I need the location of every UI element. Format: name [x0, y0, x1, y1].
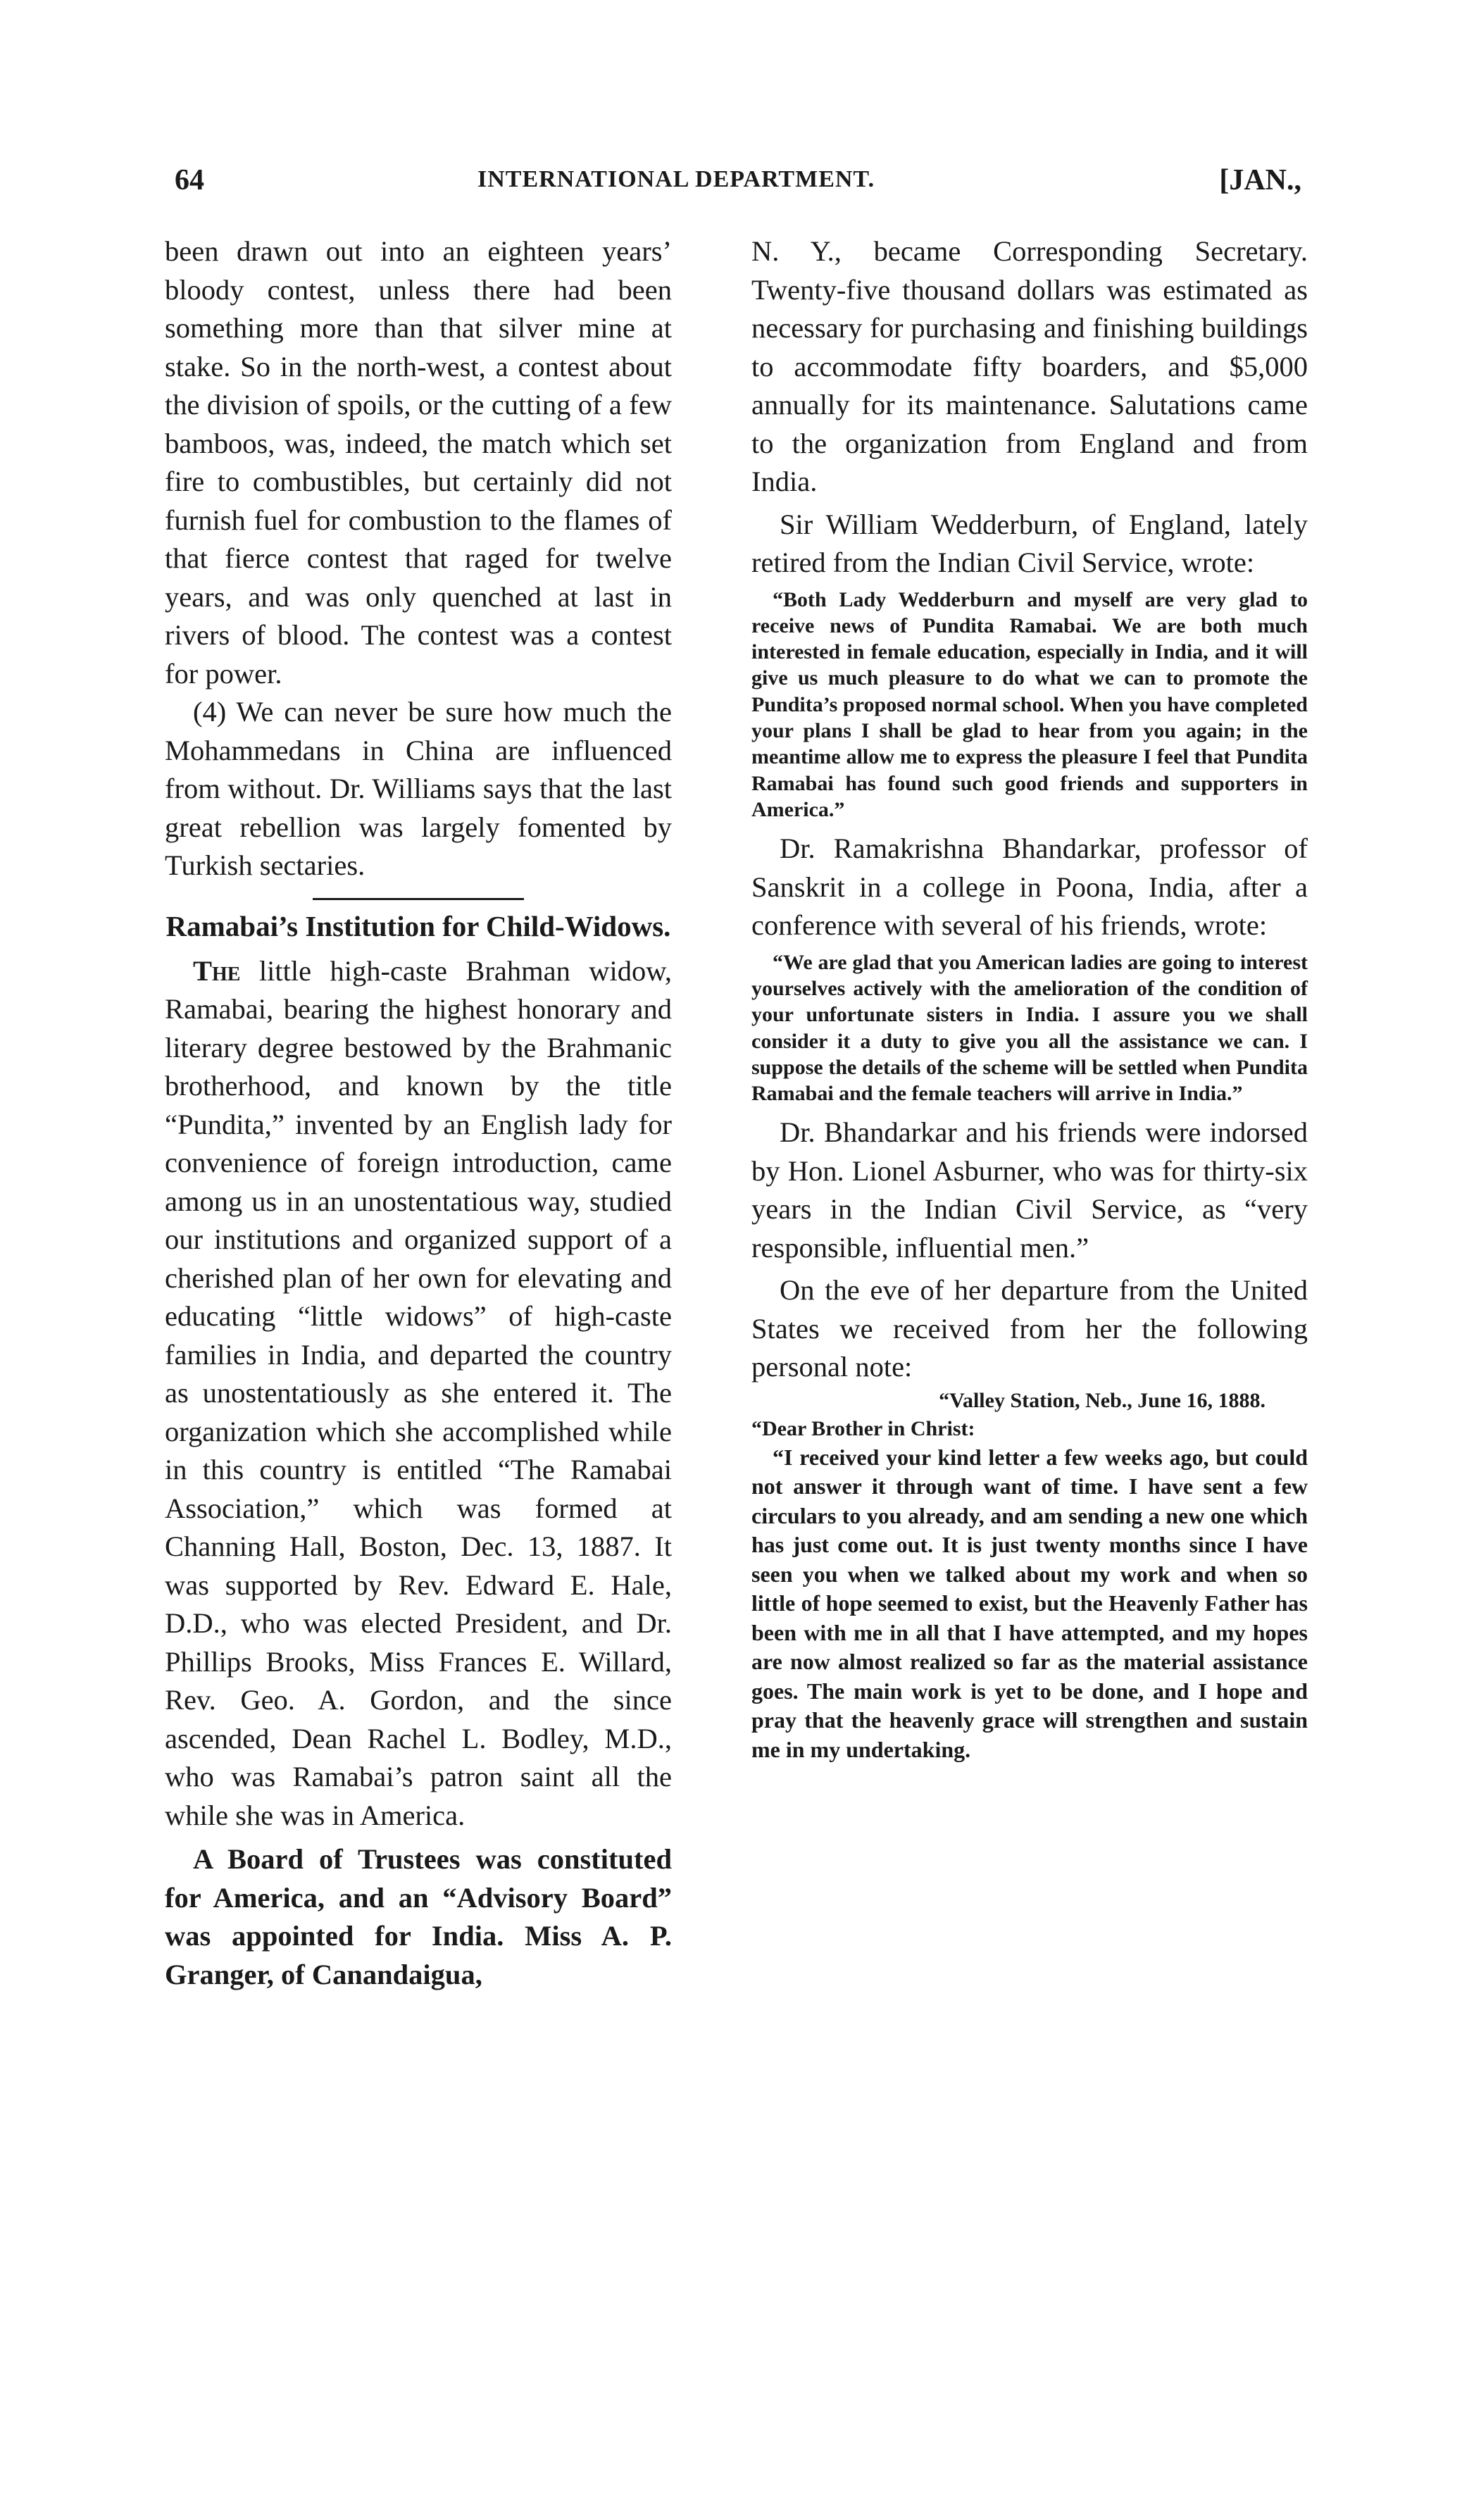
letter-salutation: “Dear Brother in Christ: [751, 1416, 975, 1440]
paragraph: On the eve of her departure from the United States we received from her the following personal note: [751, 1274, 1308, 1383]
section-heading: Ramabai’s Institution for Child-Widows. [165, 909, 671, 942]
page-header [175, 163, 1301, 206]
paragraph [165, 952, 672, 1835]
date-mark: [JAN., [1219, 164, 1301, 197]
paragraph-body: little high-caste Brahman widow, Ramabai, bearing the highest honorary and literary degree bestowed by the Brahmanic brotherhood, and known by the title “Pundita,” invented by an English lady for convenience of foreign introduction, came among us in an unostentatious way, studied our institutions and organized support of a cherished plan of her own for elevating and educating “little widows” of high-caste families in India, and departed the country as unostentatiously as she entered it. The organization which she accomplished while in this country is entitled “The Ramabai Association,” which was formed at Channing Hall, Boston, Dec. 13, 1887. It was supported by Rev. Edward E. Hale, D.D., who was elected President, and Dr. Phillips Brooks, Miss Frances E. Willard, Rev. Geo. A. Gordon, and the since ascended, Dean Rachel L. Bodley, M.D., who was Ramabai’s patron saint all the while she was in America. [165, 954, 672, 1831]
block-quote: “Both Lady Wedderburn and myself are very glad to receive news of Pundita Ramabai. We are both much interested in female education, especially in India, and it will give us much pleasure to do what we can to promote the Pundita’s proposed normal school. When you have completed your plans I shall be glad to hear from you again; in the meantime allow me to express the pleasure I feel that Pundita Ramabai has found such good friends and supporters in America.” [751, 587, 1308, 821]
letter-body: “I received your kind letter a few weeks ago, but could not answer it through want of time. I have sent a few circulars to you already, and am sending a new one which has just come out. It is just twenty months since I have seen you when we talked about my work and when so little of hope seemed to exist, but the Heavenly Father has been with me in all that I have attempted, and my hopes are now almost realized so far as the material assistance goes. The main work is yet to be done, and I hope and pray that the heavenly grace will strengthen and sustain me in my undertaking. [751, 1444, 1308, 1762]
paragraph: Dr. Bhandarkar and his friends were indorsed by Hon. Lionel Asburner, who was for thirty-six years in the Indian Civil Service, as “very responsible, influential men.” [751, 1116, 1308, 1264]
letter-dateline: “Valley Station, Neb., June 16, 1888. [939, 1388, 1266, 1412]
block-quote: “We are glad that you American ladies are going to interest yourselves actively with the amelioration of the condition of your unfortunate sisters in India. I assure you we shall consider it a duty to give you all the assistance we can. I suppose the details of the scheme will be settled when Pundita Ramabai and the female teachers will arrive in India.” [751, 950, 1308, 1106]
running-title: INTERNATIONAL DEPARTMENT. [477, 166, 875, 192]
divider [313, 898, 524, 900]
paragraph: Dr. Ramakrishna Bhandarkar, professor of Sanskrit in a college in Poona, India, after a conference with several of his friends, wrote: [751, 832, 1308, 942]
lead-word: The [193, 954, 241, 987]
paragraph: (4) We can never be sure how much the Mohammedans in China are influenced from without. Dr. Williams says that the last great rebellion was largely fomented by Turkish sectaries. [165, 696, 672, 881]
paragraph: Sir William Wedderburn, of England, lately retired from the Indian Civil Service, wrote: [751, 508, 1308, 578]
right-column [751, 232, 1308, 1764]
paragraph: N. Y., became Corresponding Secretary. Twenty-five thousand dollars was estimated as necessary for purchasing and finishing buildings to accommodate fifty boarders, and $5,000 annually for its maintenance. Salutations came to the organization from England and from India. [751, 235, 1308, 497]
paragraph: A Board of Trustees was constituted for America, and an “Advisory Board” was appointed for India. Miss A. P. Granger, of Canandaigua, [165, 1843, 672, 1990]
paragraph: been drawn out into an eighteen years’ bloody contest, unless there had been something more than that silver mine at stake. So in the north-west, a contest about the division of spoils, or the cutting of a few bamboos, was, indeed, the match which set fire to combustibles, but certainly did not furnish fuel for combustion to the flames of that fierce contest that raged for twelve years, and was only quenched at last in rivers of blood. The contest was a contest for power. [165, 235, 672, 690]
page-number: 64 [175, 164, 204, 197]
left-column [165, 232, 672, 1994]
